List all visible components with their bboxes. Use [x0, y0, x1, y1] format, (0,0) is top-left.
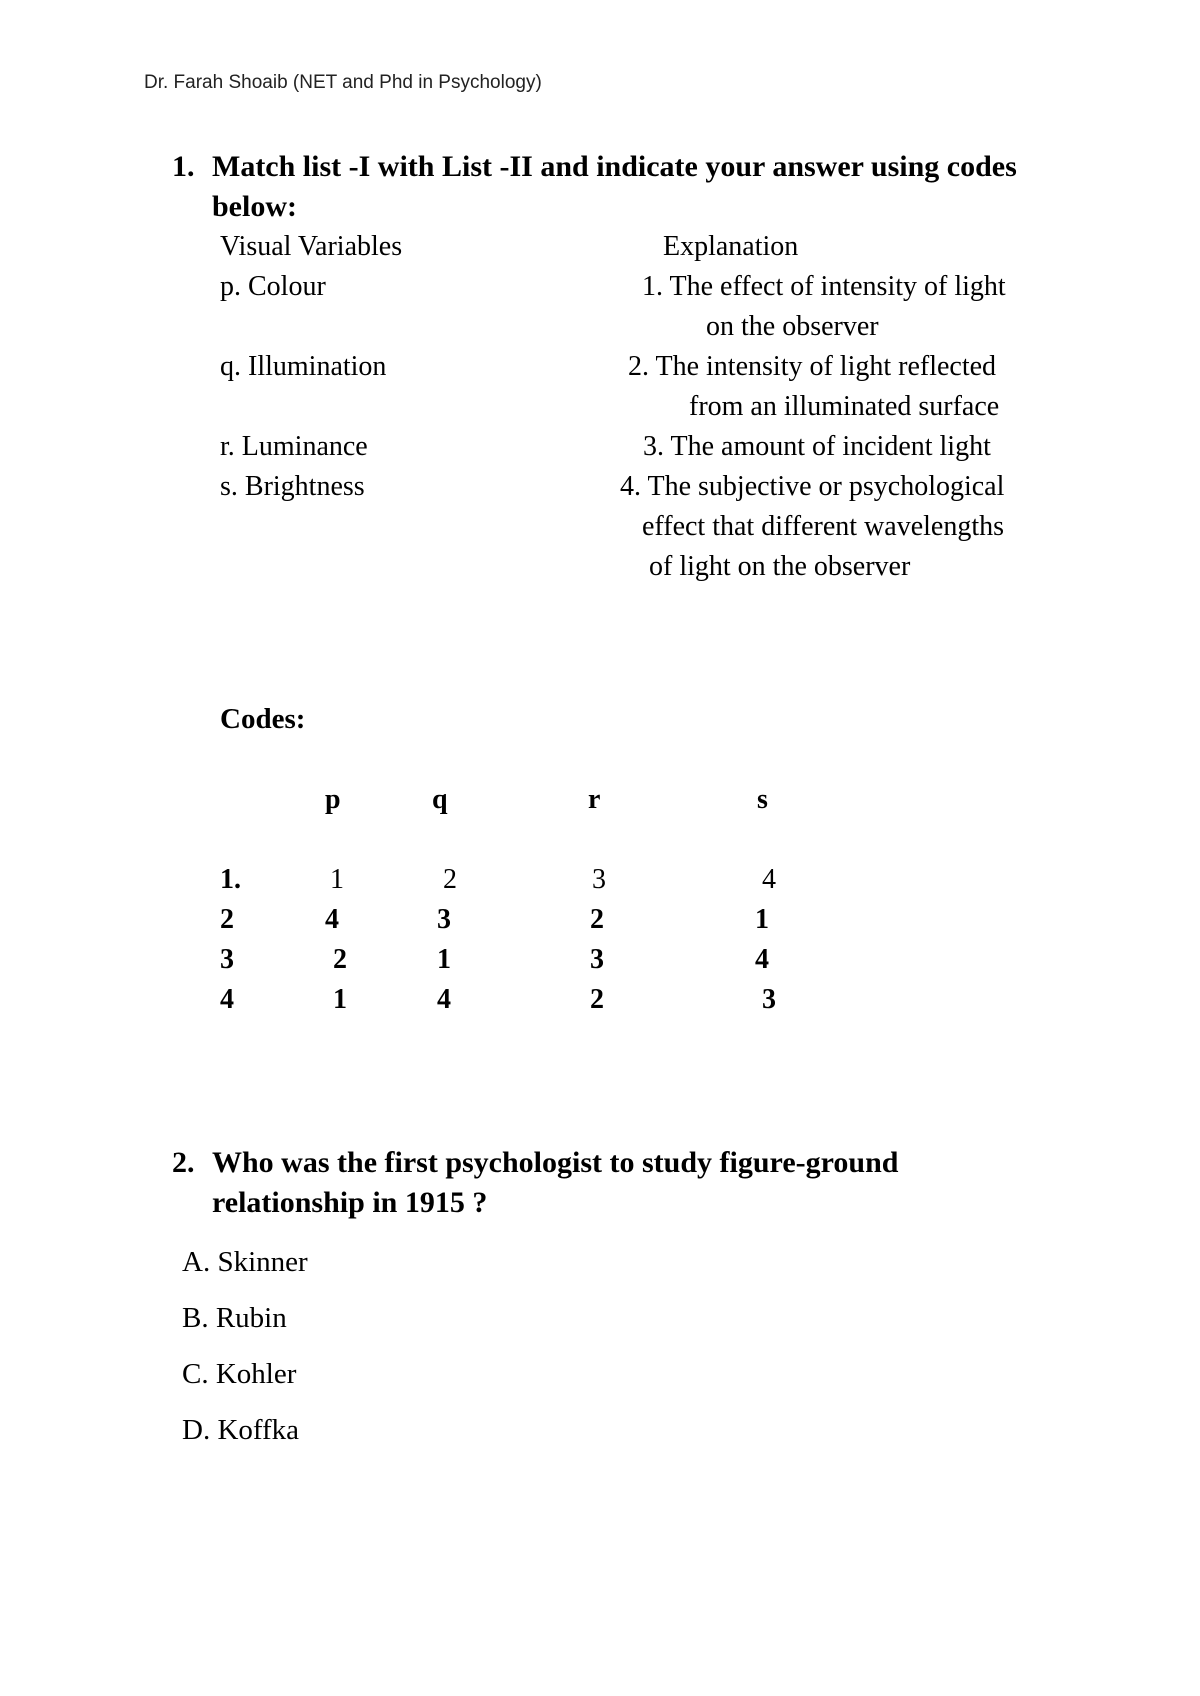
page-header: Dr. Farah Shoaib (NET and Phd in Psychology) — [144, 72, 542, 93]
option-c: C. Kohler — [182, 1358, 297, 1390]
list2-item-2-line1: 2. The intensity of light reflected — [628, 351, 997, 382]
question-2-title-line1: Who was the first psychologist to study figure-ground — [212, 1146, 899, 1179]
list2-item-2-line2: from an illuminated surface — [689, 391, 1000, 422]
list1-item-s: s. Brightness — [220, 471, 365, 502]
list2-item-1-line1: 1. The effect of intensity of light — [642, 271, 1006, 302]
list1-item-q: q. Illumination — [220, 351, 387, 382]
list2-item-1-line2: on the observer — [706, 311, 879, 342]
codes-row-4-label: 4 — [220, 984, 234, 1015]
codes-row-1-s: 4 — [762, 864, 776, 895]
list2-item-3-line1: 3. The amount of incident light — [643, 431, 991, 462]
question-1-title-line1: Match list -I with List -II and indicate your answer using codes — [212, 150, 1017, 183]
codes-row-4-q: 4 — [437, 984, 451, 1015]
codes-row-1-label: 1. — [220, 864, 241, 895]
codes-header-p: p — [325, 784, 341, 815]
codes-row-2-label: 2 — [220, 904, 234, 935]
question-2-number: 2. — [172, 1146, 195, 1179]
question-1-number: 1. — [172, 150, 195, 183]
list2-item-4-line2: effect that different wavelengths — [642, 511, 1005, 542]
question-2-title-line2: relationship in 1915 ? — [212, 1186, 488, 1219]
codes-header-r: r — [588, 784, 601, 815]
option-a: A. Skinner — [182, 1246, 308, 1278]
codes-row-4-p: 1 — [333, 984, 347, 1015]
list1-header: Visual Variables — [220, 231, 403, 262]
codes-row-3-r: 3 — [590, 944, 604, 975]
codes-row-4-r: 2 — [590, 984, 604, 1015]
codes-row-4-s: 3 — [762, 984, 776, 1015]
codes-header-s: s — [757, 784, 768, 815]
option-b: B. Rubin — [182, 1302, 287, 1334]
list2-item-4-line3: of light on the observer — [649, 551, 911, 582]
codes-row-3-label: 3 — [220, 944, 234, 975]
codes-label: Codes: — [220, 703, 306, 735]
codes-row-1-q: 2 — [443, 864, 457, 895]
codes-row-3-p: 2 — [333, 944, 347, 975]
codes-row-2-s: 1 — [755, 904, 769, 935]
codes-row-2-p: 4 — [325, 904, 339, 935]
codes-row-1-p: 1 — [330, 864, 344, 895]
list2-item-4-line1: 4. The subjective or psychological — [620, 471, 1005, 502]
codes-row-3-q: 1 — [437, 944, 451, 975]
question-1-title-line2: below: — [212, 190, 297, 223]
codes-row-2-q: 3 — [437, 904, 451, 935]
list2-header: Explanation — [663, 231, 799, 262]
codes-row-1-r: 3 — [592, 864, 606, 895]
list1-item-r: r. Luminance — [220, 431, 368, 462]
list1-item-p: p. Colour — [220, 271, 326, 302]
codes-row-2-r: 2 — [590, 904, 604, 935]
codes-header-q: q — [432, 784, 448, 815]
codes-row-3-s: 4 — [755, 944, 769, 975]
option-d: D. Koffka — [182, 1414, 300, 1446]
